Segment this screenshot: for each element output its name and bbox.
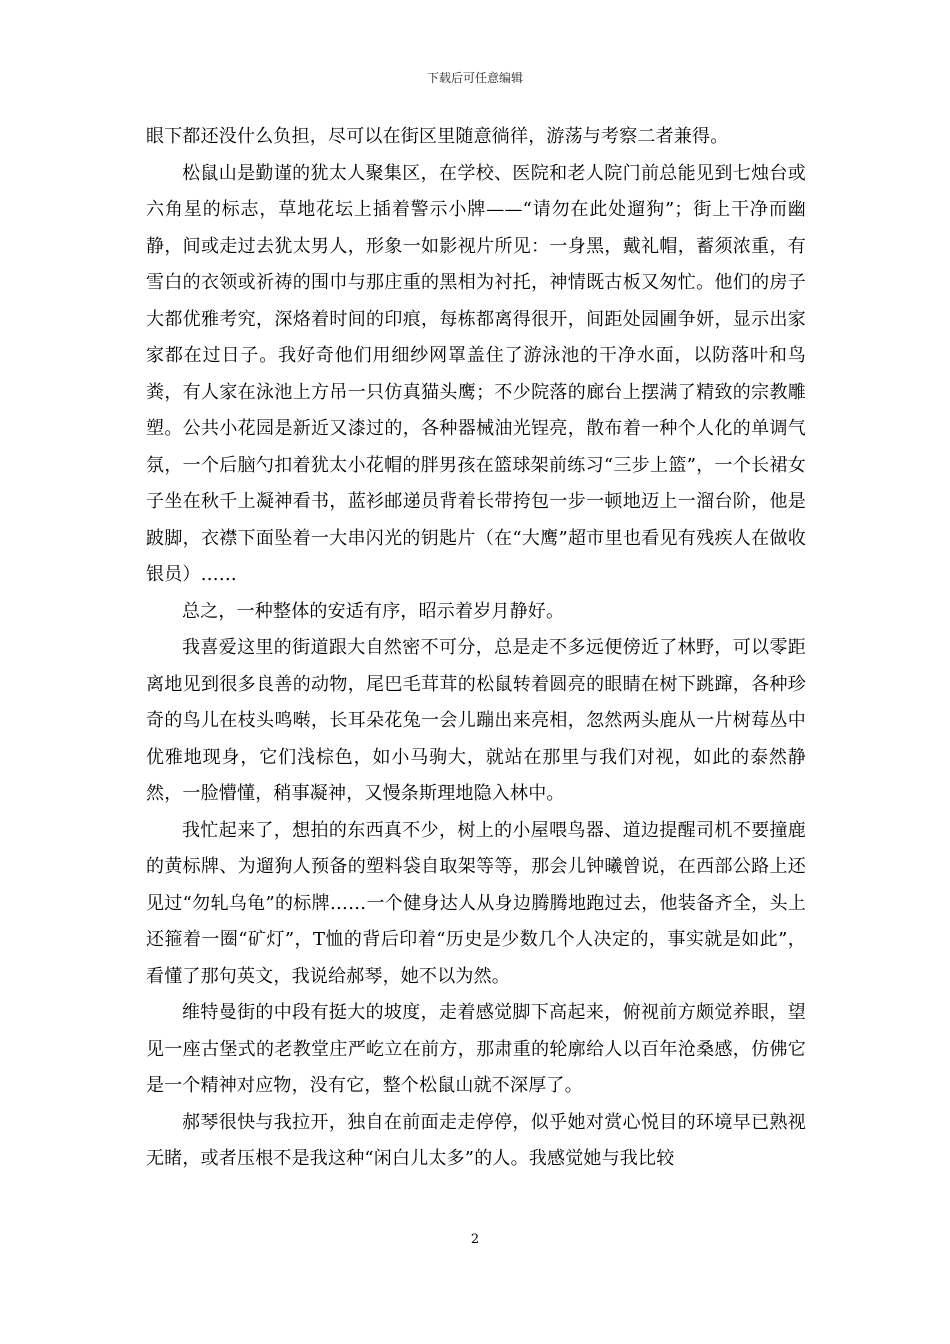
paragraph-nature: 我喜爱这里的街道跟大自然密不可分，总是走不多远便傍近了林野，可以零距离地见到很多良善的动物，尾巴毛茸茸的松鼠转着圆亮的眼睛在树下跳蹿，各种珍奇的鸟儿在枝头鸣啭，长耳朵花兔一会儿蹦出来亮相，忽然两头鹿从一片树莓丛中优雅地现身，它们浅棕色，如小马驹大，就站在那里与我们对视，如此的泰然静然，一脸懵懂，稍事凝神，又慢条斯理地隐入林中。: [146, 637, 806, 804]
paragraph-summary: 总之，一种整体的安适有序，昭示着岁月静好。: [182, 600, 565, 622]
article-body: [146, 119, 806, 1178]
paragraph-photography: 我忙起来了，想拍的东西真不少，树上的小屋喂鸟器、道边提醒司机不要撞鹿的黄标牌、为遛狗人预备的塑料袋自取架等等，那会儿钟曦曾说，在西部公路上还见过“勿轧乌龟”的标牌……一个健身达人从身边腾腾地跑过去，他装备齐全，头上还箍着一圈“矿灯”，T恤的背后印着“历史是少数几个人决定的，事实就是如此”，看懂了那句英文，我说给郝琴，她不以为然。: [146, 819, 806, 987]
paragraph-wightman-street: 维特曼街的中段有挺大的坡度，走着感觉脚下高起来，俯视前方颇觉养眼，望见一座古堡式的老教堂庄严屹立在前方，那肃重的轮廓给人以百年沧桑感，仿佛它是一个精神对应物，没有它，整个松鼠山就不深厚了。: [146, 1002, 806, 1096]
page-number: 2: [470, 1232, 480, 1247]
paragraph-hao-qin: 郝琴很快与我拉开，独自在前面走走停停，似乎她对赏心悦目的环境早已熟视无睹，或者压根不是我这种“闲白儿太多”的人。我感觉她与我比较: [146, 1111, 806, 1169]
paragraph-squirrel-hill: 松鼠山是勤谨的犹太人聚集区，在学校、医院和老人院门前总能见到七烛台或六角星的标志，草地花坛上插着警示小牌——“请勿在此处遛狗”；街上干净而幽静，间或走过去犹太男人，形象一如影视片所见：一身黑，戴礼帽，蓄须浓重，有雪白的衣领或祈祷的围巾与那庄重的黑相为衬托，神情既古板又匆忙。他们的房子大都优雅考究，深烙着时间的印痕，每栋都离得很开，间距处园圃争妍，显示出家家都在过日子。我好奇他们用细纱网罩盖住了游泳池的干净水面，以防落叶和鸟粪，有人家在泳池上方吊一只仿真猫头鹰；不少院落的廊台上摆满了精致的宗教雕塑。公共小花园是新近又漆过的，各种器械油光锃亮，散布着一种个人化的单调气氛，一个后脑勺扣着犹太小花帽的胖男孩在篮球架前练习“三步上篮”，一个长裙女子坐在秋千上凝神看书，蓝衫邮递员背着长带挎包一步一顿地迈上一溜台阶，他是跛脚，衣襟下面坠着一大串闪光的钥匙片（在“大鹰”超市里也看见有残疾人在做收银员）……: [146, 162, 806, 585]
page-header: 下载后可任意编辑: [426, 71, 523, 85]
paragraph-continuation: 眼下都还没什么负担，尽可以在街区里随意徜徉，游荡与考察二者兼得。: [146, 126, 729, 147]
